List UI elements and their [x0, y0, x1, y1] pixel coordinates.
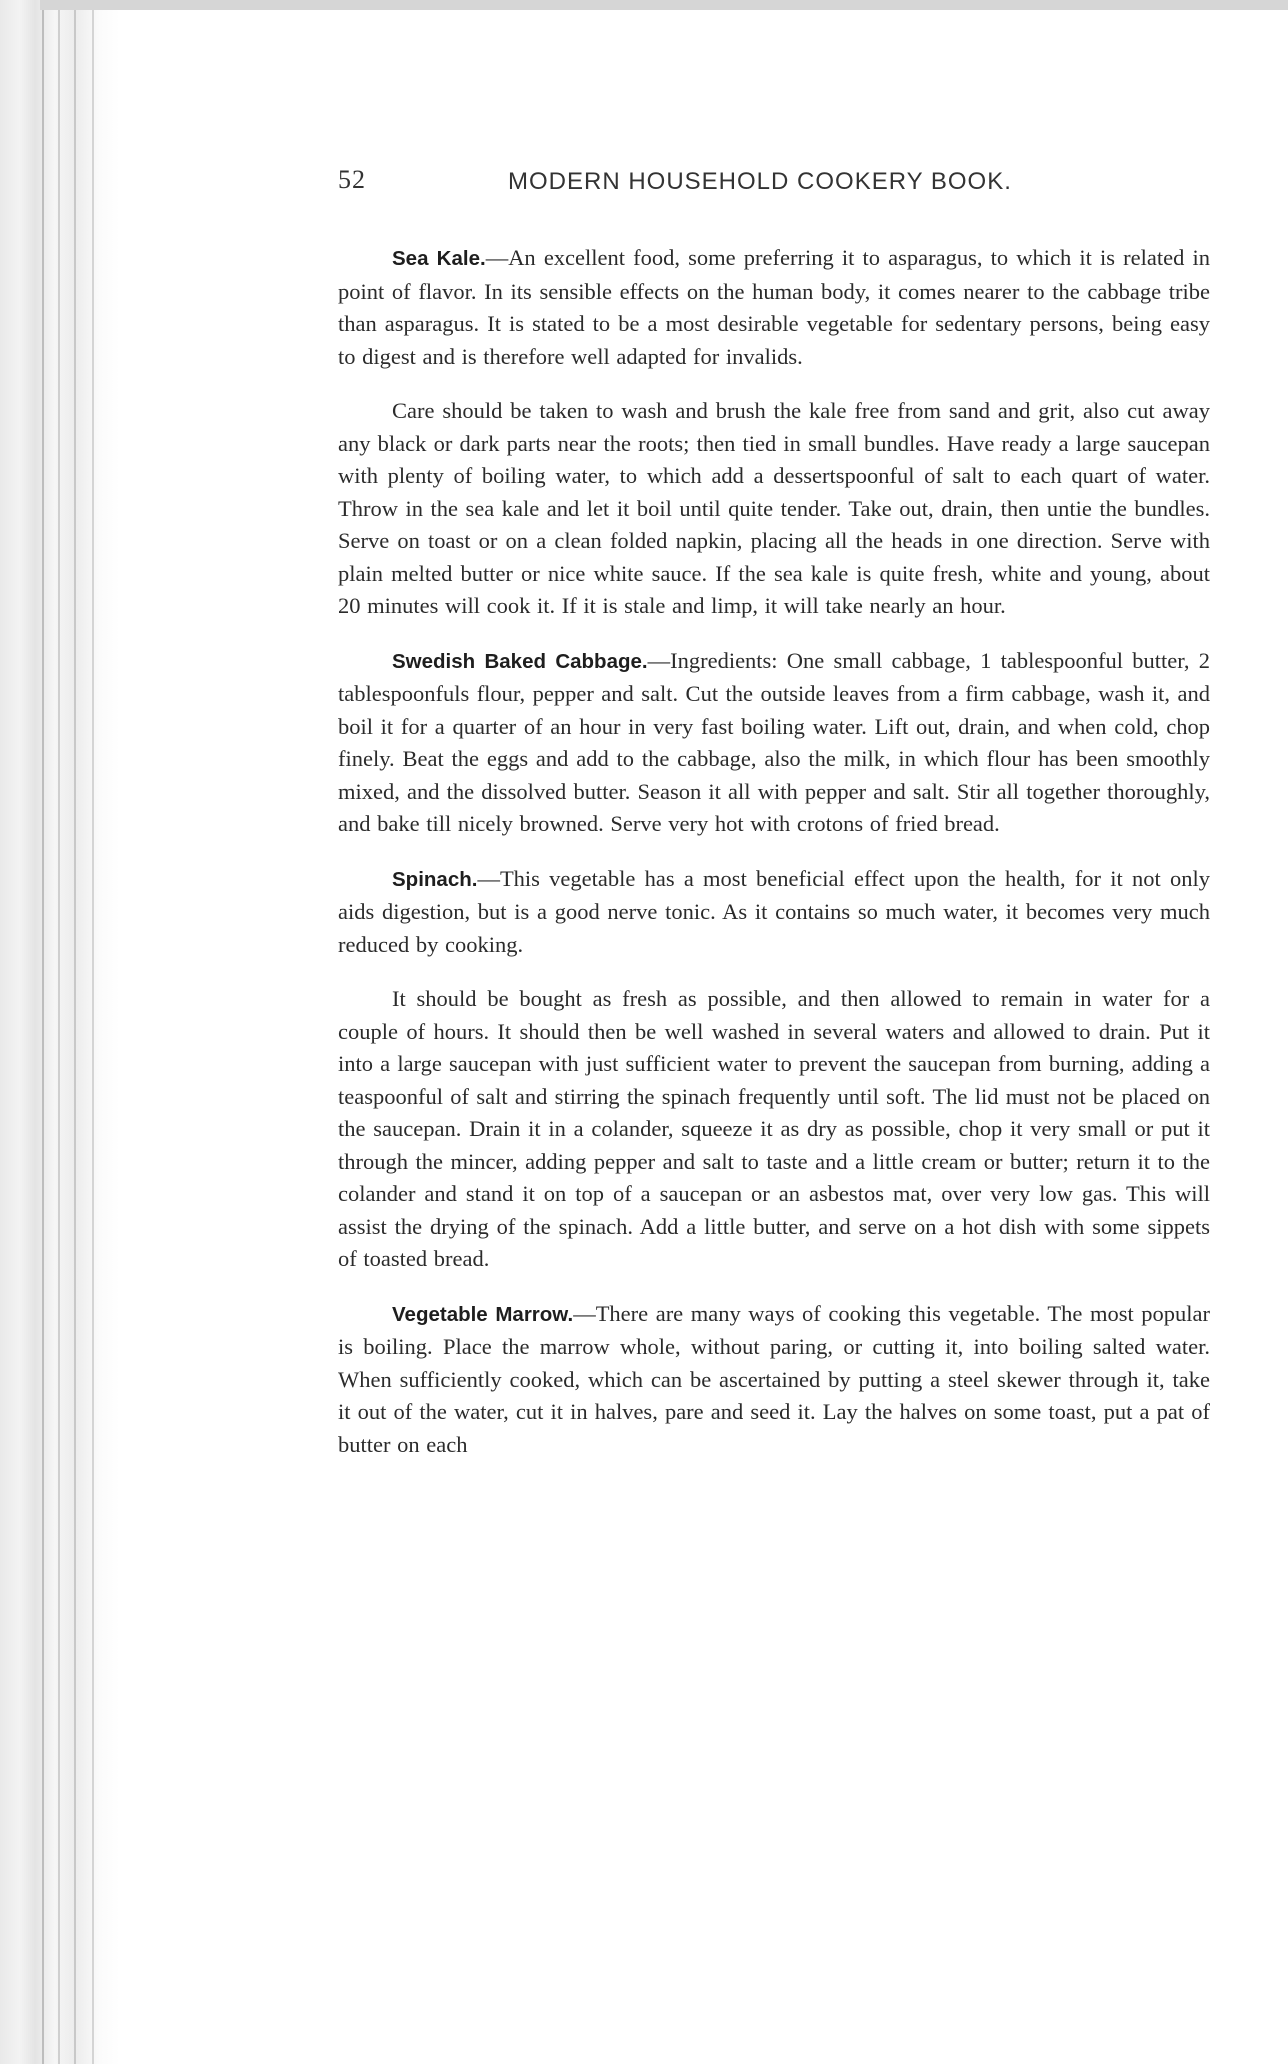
- book-page: [338, 150, 1210, 1483]
- paragraph-spinach-method: [338, 983, 1210, 1276]
- book-page-edges: [0, 0, 120, 2064]
- page-header: [338, 150, 1210, 210]
- entry-heading: Spinach.: [392, 867, 478, 891]
- paragraph-vegetable-marrow: [338, 1298, 1210, 1462]
- paragraph-spinach: [338, 863, 1210, 962]
- entry-heading: Vegetable Marrow.: [392, 1302, 574, 1326]
- paragraph-sea-kale-method: [338, 395, 1210, 623]
- paragraph-text: —An excellent food, some preferring it to asparagus, to which it is related in point of flavor. In its sensible effects on the human body, it comes nearer to the cabbage tribe than asparagus. It is stated to be a most desirable vegetable for sedentary persons, being easy to digest and is therefore well adapted for invalids.: [338, 245, 1210, 369]
- paragraph-sea-kale: [338, 242, 1210, 373]
- page-top-shadow: [40, 0, 1288, 10]
- paragraph-text: It should be bought as fresh as possible, and then allowed to remain in water for a couple of hours. It should then be well washed in several waters and allowed to drain. Put it into a large saucepan with just sufficient water to prevent the saucepan from burning, adding a teaspoonful of salt and stirring the spinach frequently until soft. The lid must not be placed on the saucepan. Drain it in a colander, squeeze it as dry as possible, chop it very small or put it through the mincer, adding pepper and salt to taste and a little cream or butter; return it to the colander and stand it on top of a saucepan or an asbestos mat, over very low gas. This will assist the drying of the spinach. Add a little butter, and serve on a hot dish with some sippets of toasted bread.: [338, 986, 1210, 1271]
- entry-heading: Sea Kale.: [392, 247, 486, 270]
- paragraph-swedish-baked-cabbage: [338, 645, 1210, 841]
- paragraph-text: Care should be taken to wash and brush the kale free from sand and grit, also cut away any black or dark parts near the roots; then tied in small bundles. Have ready a large saucepan with plenty of boiling water, to which add a dessertspoonful of salt to each quart of water. Throw in the sea kale and let it boil until quite tender. Take out, drain, then untie the bundles. Serve on toast or on a clean folded napkin, placing all the heads in one direction. Serve with plain melted butter or nice white sauce. If the sea kale is quite fresh, white and young, about 20 minutes will cook it. If it is stale and limp, it will take nearly an hour.: [338, 398, 1210, 618]
- paragraph-text: —This vegetable has a most beneficial effect upon the health, for it not only aids digestion, but is a good nerve tonic. As it contains so much water, it becomes very much reduced by cooking.: [338, 865, 1210, 957]
- paragraph-text: —Ingredients: One small cabbage, 1 tablespoonful butter, 2 tablespoonfuls flour, pepper and salt. Cut the outside leaves from a firm cabbage, wash it, and boil it for a quarter of an hour in very fast boiling water. Lift out, drain, and when cold, chop finely. Beat the eggs and add to the cabbage, also the milk, in which flour has been smoothly mixed, and the dissolved butter. Season it all with pepper and salt. Stir all together thoroughly, and bake till nicely browned. Serve very hot with crotons of fried bread.: [338, 647, 1210, 836]
- paragraph-text: —There are many ways of cooking this vegetable. The most popular is boiling. Place the marrow whole, without paring, or cutting it, into boiling salted water. When sufficiently cooked, which can be ascertained by putting a steel skewer through it, take it out of the water, cut it in halves, pare and seed it. Lay the halves on some toast, put a pat of butter on each: [338, 1300, 1211, 1457]
- page-number: 52: [338, 165, 366, 194]
- running-head: MODERN HOUSEHOLD COOKERY BOOK.: [508, 168, 1012, 195]
- entry-heading: Swedish Baked Cabbage.: [392, 649, 648, 673]
- page-body: [338, 242, 1210, 1461]
